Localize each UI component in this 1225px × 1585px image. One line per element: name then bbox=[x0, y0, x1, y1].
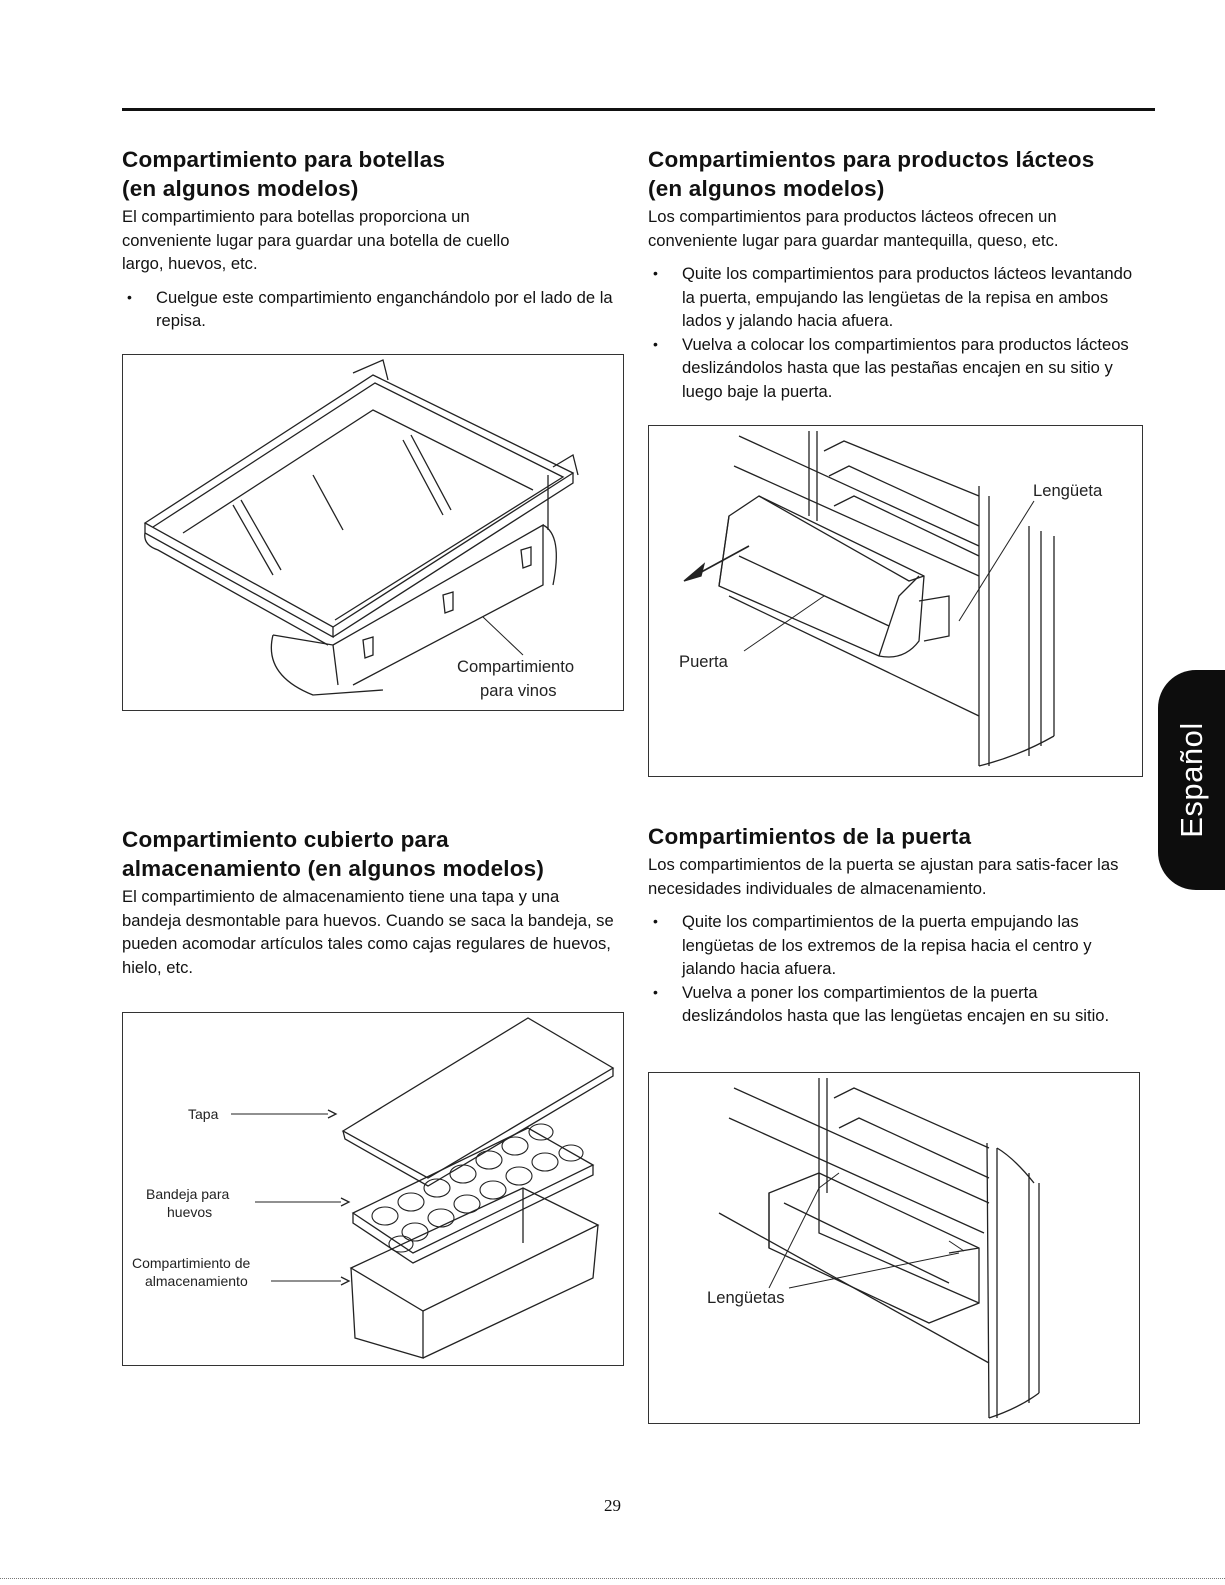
door-tabs-label: Lengüetas bbox=[707, 1288, 785, 1307]
egg-tray-label-2: huevos bbox=[167, 1204, 213, 1220]
bottles-title-line1: Compartimiento para botellas bbox=[122, 147, 446, 172]
dairy-bullets bbox=[648, 262, 1143, 403]
bottles-title bbox=[122, 145, 622, 203]
dairy-section bbox=[648, 145, 1148, 403]
door-bullet-1: • Quite los compartimientos de la puerta empujando las lengüetas de los extremos de la repisa hacia el centro y jalando hacia afuera. bbox=[648, 910, 1128, 981]
dairy-title-line2: (en algunos modelos) bbox=[648, 176, 885, 201]
door-title: Compartimientos de la puerta bbox=[648, 824, 972, 849]
bottles-body: El compartimiento para botellas proporciona un conveniente lugar para guardar una botella de cuello largo, huevos, etc. bbox=[122, 207, 510, 273]
dairy-door-label: Puerta bbox=[679, 652, 728, 671]
page-number: 29 bbox=[604, 1496, 621, 1515]
language-side-tab bbox=[1158, 670, 1225, 890]
dairy-bullet-2: • Vuelva a colocar los compartimientos para productos lácteos deslizándolos hasta que las pestañas encajen en su sitio y luego baje la puerta. bbox=[648, 333, 1143, 404]
egg-tray-label-1: Bandeja para bbox=[146, 1186, 230, 1202]
storage-bin-label-2: almacenamiento bbox=[145, 1273, 248, 1289]
bottles-bullets bbox=[122, 286, 622, 333]
wine-compartment-label-2: para vinos bbox=[480, 681, 557, 700]
lid-label: Tapa bbox=[188, 1106, 219, 1122]
covered-body: El compartimiento de almacenamiento tiene una tapa y una bandeja desmontable para huevos. Cuando se saca la bandeja, se pueden acomodar artículos tales como cajas regulares de huevos, hielo, etc. bbox=[122, 887, 614, 977]
door-bullets bbox=[648, 910, 1128, 1028]
top-rule bbox=[122, 108, 1155, 111]
door-section bbox=[648, 822, 1148, 1028]
bottles-bullet-1: • Cuelgue este compartimiento enganchándolo por el lado de la repisa. bbox=[122, 286, 622, 333]
dairy-title-line1: Compartimientos para productos lácteos bbox=[648, 147, 1095, 172]
covered-title-line1: Compartimiento cubierto para bbox=[122, 827, 449, 852]
covered-title-line2: almacenamiento (en algunos modelos) bbox=[122, 856, 545, 881]
door-bullet-2: • Vuelva a poner los compartimientos de la puerta deslizándolos hasta que las lengüetas encajen en su sitio. bbox=[648, 981, 1128, 1028]
bottle-compartment-figure bbox=[122, 354, 624, 711]
dairy-title bbox=[648, 145, 1148, 203]
wine-compartment-label-1: Compartimiento bbox=[457, 657, 575, 676]
dairy-compartment-figure bbox=[648, 425, 1143, 777]
door-bins-figure bbox=[648, 1072, 1140, 1424]
covered-title bbox=[122, 825, 622, 883]
dairy-body: Los compartimientos para productos lácteos ofrecen un conveniente lugar para guardar mantequilla, queso, etc. bbox=[648, 207, 1059, 250]
covered-section bbox=[122, 825, 622, 979]
dairy-bullet-1: • Quite los compartimientos para productos lácteos levantando la puerta, empujando las lengüetas de la repisa en ambos lados y jalando hacia afuera. bbox=[648, 262, 1143, 333]
dairy-compartment-illustration bbox=[649, 426, 1142, 776]
bottom-rule bbox=[0, 1578, 1225, 1580]
bottles-section bbox=[122, 145, 622, 333]
covered-storage-figure bbox=[122, 1012, 624, 1366]
door-bins-illustration bbox=[649, 1073, 1139, 1423]
door-body: Los compartimientos de la puerta se ajustan para satis-facer las necesidades individuales de almacenamiento. bbox=[648, 855, 1119, 898]
storage-bin-label-1: Compartimiento de bbox=[132, 1255, 251, 1271]
bottles-title-line2: (en algunos modelos) bbox=[122, 176, 359, 201]
language-side-tab-label: Español bbox=[1173, 722, 1209, 838]
dairy-tab-label: Lengüeta bbox=[1033, 481, 1103, 500]
